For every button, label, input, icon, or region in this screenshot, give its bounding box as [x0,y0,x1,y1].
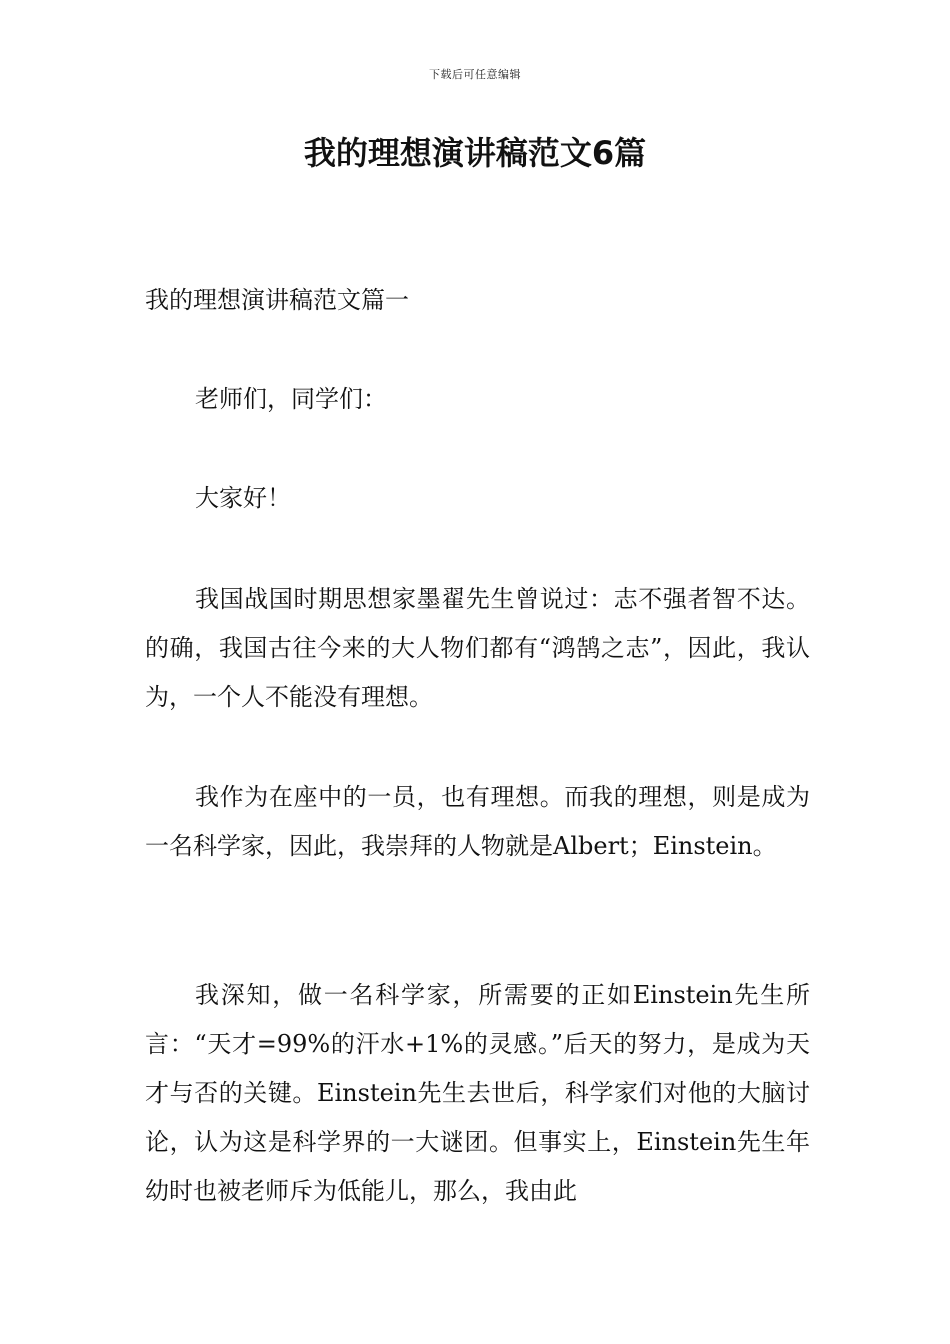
paragraph: 我作为在座中的一员，也有理想。而我的理想，则是成为一名科学家，因此，我崇拜的人物就是Albert；Einstein。 [145,783,810,860]
page-title: 我的理想演讲稿范文6篇 [303,134,647,172]
greeting-line: 老师们，同学们： [195,385,387,413]
paragraph: 我国战国时期思想家墨翟先生曾说过：志不强者智不达。的确，我国古往今来的大人物们都有“鸿鹄之志”，因此，我认为，一个人不能没有理想。 [145,585,810,711]
section-heading: 我的理想演讲稿范文篇一 [145,286,409,314]
paragraph: 我深知，做一名科学家，所需要的正如Einstein先生所言：“天才=99%的汗水+1%的灵感。”后天的努力，是成为天才与否的关键。Einstein先生去世后，科学家们对他的大脑讨论，认为这是科学界的一大谜团。但事实上，Einstein先生年幼时也被老师斥为低能儿，那么，我由此 [145,981,810,1205]
hello-line: 大家好！ [195,484,291,512]
header-note: 下载后可任意编辑 [429,68,521,81]
